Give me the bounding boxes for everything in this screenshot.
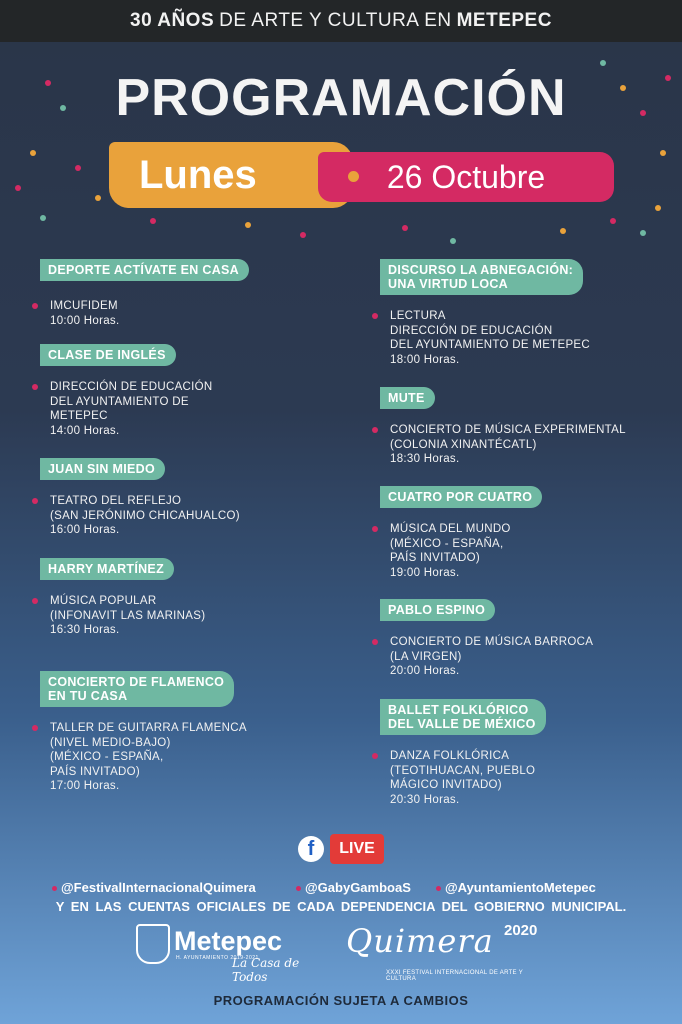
banner-place: METEPEC <box>456 10 552 31</box>
event-details: IMCUFIDEM 10:00 Horas. <box>40 299 249 328</box>
metepec-subtitle: H. AYUNTAMIENTO 2019-2021 <box>176 955 259 961</box>
banner-middle: DE ARTE Y CULTURA EN <box>219 10 452 31</box>
bullet-icon <box>372 313 378 319</box>
event-title: BALLET FOLKLÓRICO DEL VALLE DE MÉXICO <box>380 699 546 735</box>
live-badge[interactable]: LIVE <box>330 834 384 864</box>
bullet-icon <box>32 384 38 390</box>
event-details: MÚSICA POPULAR (INFONAVIT LAS MARINAS) 16:30 Horas. <box>40 594 205 638</box>
event-details: TEATRO DEL REFLEJO (SAN JERÓNIMO CHICAHUALCO) 16:00 Horas. <box>40 494 240 538</box>
event-mute <box>380 387 626 467</box>
event-harry-martinez <box>40 558 205 638</box>
quimera-year: 2020 <box>504 922 538 939</box>
event-ingles <box>40 344 213 438</box>
metepec-slogan: La Casa de Todos <box>232 956 300 984</box>
event-title: CONCIERTO DE FLAMENCO EN TU CASA <box>40 671 234 707</box>
event-title: HARRY MARTÍNEZ <box>40 558 174 580</box>
official-accounts-note: Y EN LAS CUENTAS OFICIALES DE CADA DEPENDENCIA DEL GOBIERNO MUNICIPAL. <box>55 899 627 914</box>
event-title: DEPORTE ACTÍVATE EN CASA <box>40 259 249 281</box>
event-details: TALLER DE GUITARRA FLAMENCA (NIVEL MEDIO-BAJO) (MÉXICO - ESPAÑA, PAÍS INVITADO) 17:00 Horas. <box>40 721 247 794</box>
bullet-icon <box>32 725 38 731</box>
quimera-logo <box>346 922 546 982</box>
footer-note: PROGRAMACIÓN SUJETA A CAMBIOS <box>213 993 469 1008</box>
bullet-icon <box>372 753 378 759</box>
event-title: DISCURSO LA ABNEGACIÓN: UNA VIRTUD LOCA <box>380 259 583 295</box>
event-details: CONCIERTO DE MÚSICA BARROCA (LA VIRGEN) 20:00 Horas. <box>380 635 593 679</box>
handle-dot <box>436 886 441 891</box>
event-details: DIRECCIÓN DE EDUCACIÓN DEL AYUNTAMIENTO DE METEPEC 14:00 Horas. <box>40 380 213 438</box>
event-title: CLASE DE INGLÉS <box>40 344 176 366</box>
date-dot-decoration <box>348 171 359 182</box>
bullet-icon <box>32 303 38 309</box>
event-abnegacion <box>380 259 590 367</box>
event-title: MUTE <box>380 387 435 409</box>
date-label <box>318 152 614 202</box>
event-title: JUAN SIN MIEDO <box>40 458 165 480</box>
handle-festival[interactable]: @FestivalInternacionalQuimera <box>52 880 256 895</box>
handle-gaby[interactable]: @GabyGamboaS <box>296 880 411 895</box>
date-text: 26 Octubre <box>386 158 546 195</box>
metepec-logo <box>136 922 316 984</box>
bullet-icon <box>372 427 378 433</box>
event-details: LECTURA DIRECCIÓN DE EDUCACIÓN DEL AYUNTAMIENTO DE METEPEC 18:00 Horas. <box>380 309 590 367</box>
quimera-subtitle: XXXI FESTIVAL INTERNACIONAL DE ARTE Y CULTURA <box>386 970 523 982</box>
shield-icon <box>136 924 170 964</box>
event-juan-sin-miedo <box>40 458 240 538</box>
quimera-wordmark: Quimera <box>346 922 494 960</box>
banner-lead: 30 AÑOS <box>130 10 215 31</box>
handle-dot <box>52 886 57 891</box>
event-title: CUATRO POR CUATRO <box>380 486 542 508</box>
handle-dot <box>296 886 301 891</box>
handle-ayuntamiento[interactable]: @AyuntamientoMetepec <box>436 880 596 895</box>
metepec-name: Metepec <box>174 926 283 956</box>
day-label: Lunes <box>109 142 353 208</box>
event-cuatro-por-cuatro <box>380 486 542 580</box>
bullet-icon <box>372 639 378 645</box>
event-details: CONCIERTO DE MÚSICA EXPERIMENTAL (COLONIA XINANTÉCATL) 18:30 Horas. <box>380 423 626 467</box>
event-details: DANZA FOLKLÓRICA (TEOTIHUACAN, PUEBLO MÁGICO INVITADO) 20:30 Horas. <box>380 749 546 807</box>
event-title: PABLO ESPINO <box>380 599 495 621</box>
event-pablo-espino <box>380 599 593 679</box>
bullet-icon <box>32 498 38 504</box>
event-deporte <box>40 259 249 328</box>
facebook-icon[interactable]: f <box>298 836 324 862</box>
bullet-icon <box>372 526 378 532</box>
event-flamenco <box>40 671 247 794</box>
bullet-icon <box>32 598 38 604</box>
page-title: PROGRAMACIÓN <box>115 69 567 127</box>
event-ballet-folklorico <box>380 699 546 807</box>
top-banner <box>0 0 682 42</box>
event-details: MÚSICA DEL MUNDO (MÉXICO - ESPAÑA, PAÍS INVITADO) 19:00 Horas. <box>380 522 542 580</box>
